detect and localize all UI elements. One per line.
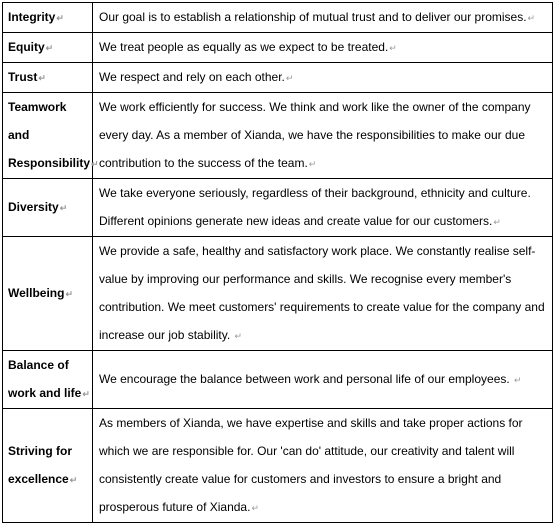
table-row: [3, 179, 553, 237]
paragraph-mark-icon: ↵: [389, 43, 397, 53]
value-description: We take everyone seriously, regardless of their background, ethnicity and culture. Different opinions generate new ideas and create value for our customers.↵: [93, 179, 553, 237]
paragraph-mark-icon: ↵: [69, 475, 78, 485]
paragraph-mark-icon: ↵: [251, 503, 259, 513]
paragraph-mark-icon: ↵: [308, 159, 317, 169]
paragraph-mark-icon: ↵: [234, 331, 243, 341]
paragraph-mark-icon: ↵: [285, 73, 294, 83]
value-description: We work efficiently for success. We think and work like the owner of the company every day. As a member of Xianda, we have the responsibilities to make our due contribution to the success of the team.↵: [93, 93, 553, 179]
paragraph-mark-icon: ↵: [65, 289, 73, 299]
table-row: [3, 63, 553, 93]
table-row: [3, 351, 553, 409]
value-label: Teamwork and Responsibility↵: [3, 93, 93, 179]
table-row: [3, 33, 553, 63]
paragraph-mark-icon: ↵: [527, 13, 536, 23]
value-label: Trust↵: [3, 63, 93, 93]
paragraph-mark-icon: ↵: [82, 389, 90, 399]
paragraph-mark-icon: ↵: [493, 217, 501, 227]
table-row: [3, 3, 553, 33]
paragraph-mark-icon: ↵: [514, 375, 522, 385]
value-label: Balance of work and life↵: [3, 351, 93, 409]
paragraph-mark-icon: ↵: [56, 13, 64, 23]
table-row: [3, 409, 553, 523]
value-description: As members of Xianda, we have expertise and skills and take proper actions for which we are responsible for. Our 'can do' attitude, our creativity and talent will consistently create value for customers and investors to ensure a bright and prosperous future of Xianda.↵: [93, 409, 553, 523]
value-description: We provide a safe, healthy and satisfactory work place. We constantly realise self-value by improving our performance and skills. We recognise every member's contribution. We meet customers' requirements to create value for the company and increase our job stability. ↵: [93, 237, 553, 351]
value-description: We respect and rely on each other.↵: [93, 63, 553, 93]
value-description: We treat people as equally as we expect to be treated.↵: [93, 33, 553, 63]
values-table: [2, 2, 553, 523]
value-label: Wellbeing↵: [3, 237, 93, 351]
value-description: We encourage the balance between work and personal life of our employees. ↵: [93, 351, 553, 409]
value-label: Striving for excellence↵: [3, 409, 93, 523]
paragraph-mark-icon: ↵: [45, 43, 54, 53]
table-row: [3, 93, 553, 179]
table-row: [3, 237, 553, 351]
value-label: Integrity↵: [3, 3, 93, 33]
paragraph-mark-icon: ↵: [38, 73, 46, 83]
paragraph-mark-icon: ↵: [59, 203, 68, 213]
value-label: Diversity↵: [3, 179, 93, 237]
value-description: Our goal is to establish a relationship of mutual trust and to deliver our promises.↵: [93, 3, 553, 33]
value-label: Equity↵: [3, 33, 93, 63]
paragraph-mark-icon: ↵: [91, 159, 99, 169]
